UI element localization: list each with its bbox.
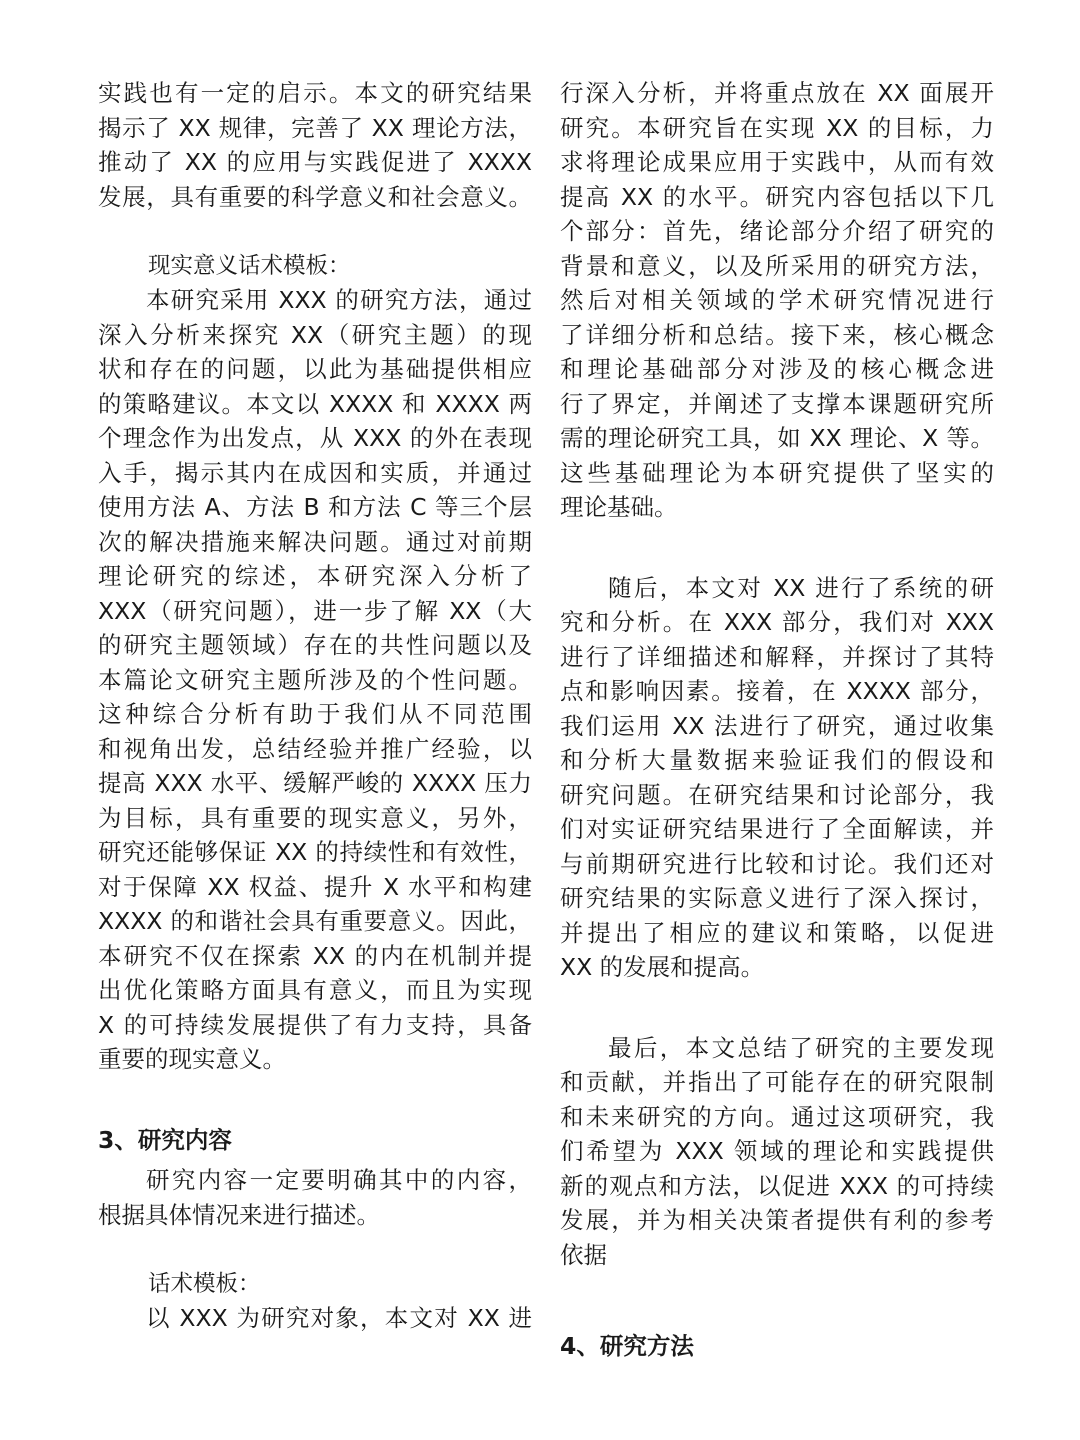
paragraph-line: 理论研究的综述，本研究深入分析了 [98,562,532,590]
paragraph-line: X 的可持续发展提供了有力支持，具备 [98,1010,532,1039]
paragraph-line: 们希望为 XXX 领域的理论和实践提供 [560,1137,994,1165]
paragraph-line: 与前期研究进行比较和讨论。我们还对 [560,849,994,878]
paragraph-line: 使用方法 A、方法 B 和方法 C 等三个层 [98,493,532,521]
paragraph-line: 个理念作为出发点，从 XXX 的外在表现 [98,424,532,452]
spacer [560,985,994,1031]
spacer [98,214,532,249]
paragraph-line: 随后，本文对 XX 进行了系统的研 [608,573,994,602]
paragraph-line: 出优化策略方面具有意义，而且为实现 [98,976,532,1004]
paragraph-line: 本篇论文研究主题所涉及的个性问题。 [98,665,532,694]
paragraph-line: 次的解决措施来解决问题。通过对前期 [98,527,532,556]
paragraph-line: 推动了 XX 的应用与实践促进了 XXXX [98,148,532,176]
paragraph-line: XXX（研究问题），进一步了解 XX（大 [98,596,532,625]
paragraph-line: 实践也有一定的启示。本文的研究结果 [98,79,532,107]
right-column [560,76,994,1364]
paragraph-line: 入手，揭示其内在成因和实质，并通过 [98,458,532,487]
paragraph-line: 究和分析。在 XXX 部分，我们对 XXX [560,608,994,636]
paragraph-line: 进行了详细描述和解释，并探讨了其特 [560,642,994,671]
paragraph-line: 这些基础理论为本研究提供了坚实的 [560,458,994,487]
paragraph-line: 点和影响因素。接着，在 XXXX 部分， [560,677,994,705]
section-4-heading: 4、研究方法 [560,1332,694,1360]
paragraph-line: 研究内容一定要明确其中的内容， [146,1166,532,1194]
paragraph-line: 和贡献，并指出了可能存在的研究限制 [560,1068,994,1096]
paragraph-line: 依据 [560,1240,607,1269]
paragraph-line: 发展，具有重要的科学意义和社会意义。 [98,182,532,211]
paragraph-line: 研究还能够保证 XX 的持续性和有效性， [98,838,532,866]
paragraph-line: 研究。本研究旨在实现 XX 的目标，力 [560,113,994,142]
paragraph-line: 行了界定，并阐述了支撑本课题研究所 [560,389,994,418]
template-heading: 话术模板： [148,1270,261,1297]
paragraph-line: 和理论基础部分对涉及的核心概念进 [560,355,994,383]
paragraph-line: 状和存在的问题，以此为基础提供相应 [98,355,532,383]
paragraph-line: 背景和意义，以及所采用的研究方法， [560,251,994,280]
paragraph-line: 提高 XX 的水平。研究内容包括以下几 [560,182,994,211]
paragraph-line: 最后，本文总结了研究的主要发现 [608,1033,994,1062]
paragraph-line: 们对实证研究结果进行了全面解读，并 [560,815,994,843]
paragraph-line: 需的理论研究工具，如 XX 理论、X 等。 [560,424,994,452]
paragraph-line: 和未来研究的方向。通过这项研究，我 [560,1102,994,1131]
section-3-heading: 3、研究内容 [98,1125,232,1154]
paragraph-line: 这种综合分析有助于我们从不同范围 [98,700,532,728]
paragraph-line: 了详细分析和总结。接下来，核心概念 [560,320,994,349]
paragraph-line: 理论基础。 [560,493,678,521]
practical-significance-heading: 现实意义话术模板： [148,252,351,279]
paragraph-line: XX 的发展和提高。 [560,953,765,981]
paragraph-line: 的研究主题领域）存在的共性问题以及 [98,631,532,659]
paragraph-line: 并提出了相应的建议和策略，以促进 [560,918,994,947]
paragraph-line: 然后对相关领域的学术研究情况进行 [560,286,994,314]
paragraph-line: 重要的现实意义。 [98,1045,286,1073]
spacer [98,1232,532,1267]
paragraph-line: 新的观点和方法，以促进 XXX 的可持续 [560,1171,994,1200]
paragraph-line: 深入分析来探究 XX（研究主题）的现 [98,320,532,349]
paragraph-line: 行深入分析，并将重点放在 XX 面展开 [560,79,994,107]
paragraph-line: 提高 XXX 水平、缓解严峻的 XXXX 压力 [98,769,532,797]
paragraph-line: 本研究采用 XXX 的研究方法，通过 [146,286,532,314]
left-column [98,76,532,1336]
paragraph-line: 以 XXX 为研究对象，本文对 XX 进 [146,1304,532,1332]
paragraph-line: XXXX 的和谐社会具有重要意义。因此， [98,907,532,935]
paragraph-line: 个部分：首先，绪论部分介绍了研究的 [560,217,994,245]
paragraph-line: 对于保障 XX 权益、提升 X 水平和构建 [98,872,532,901]
paragraph-line: 和视角出发，总结经验并推广经验，以 [98,734,532,763]
paragraph-line: 求将理论成果应用于实践中，从而有效 [560,148,994,176]
paragraph-line: 本研究不仅在探索 XX 的内在机制并提 [98,941,532,970]
spacer [560,1272,994,1329]
paragraph-line: 的策略建议。本文以 XXXX 和 XXXX 两 [98,389,532,418]
paragraph-line: 研究结果的实际意义进行了深入探讨， [560,884,994,912]
paragraph-line: 为目标，具有重要的现实意义，另外， [98,803,532,832]
paragraph-line: 和分析大量数据来验证我们的假设和 [560,746,994,774]
paragraph-line: 我们运用 XX 法进行了研究，通过收集 [560,711,994,740]
paragraph-line: 揭示了 XX 规律，完善了 XX 理论方法， [98,113,532,142]
spacer [98,1077,532,1123]
paragraph-line: 根据具体情况来进行描述。 [98,1200,380,1229]
paragraph-line: 研究问题。在研究结果和讨论部分，我 [560,780,994,809]
spacer [560,525,994,571]
paragraph-line: 发展，并为相关决策者提供有利的参考 [560,1206,994,1234]
